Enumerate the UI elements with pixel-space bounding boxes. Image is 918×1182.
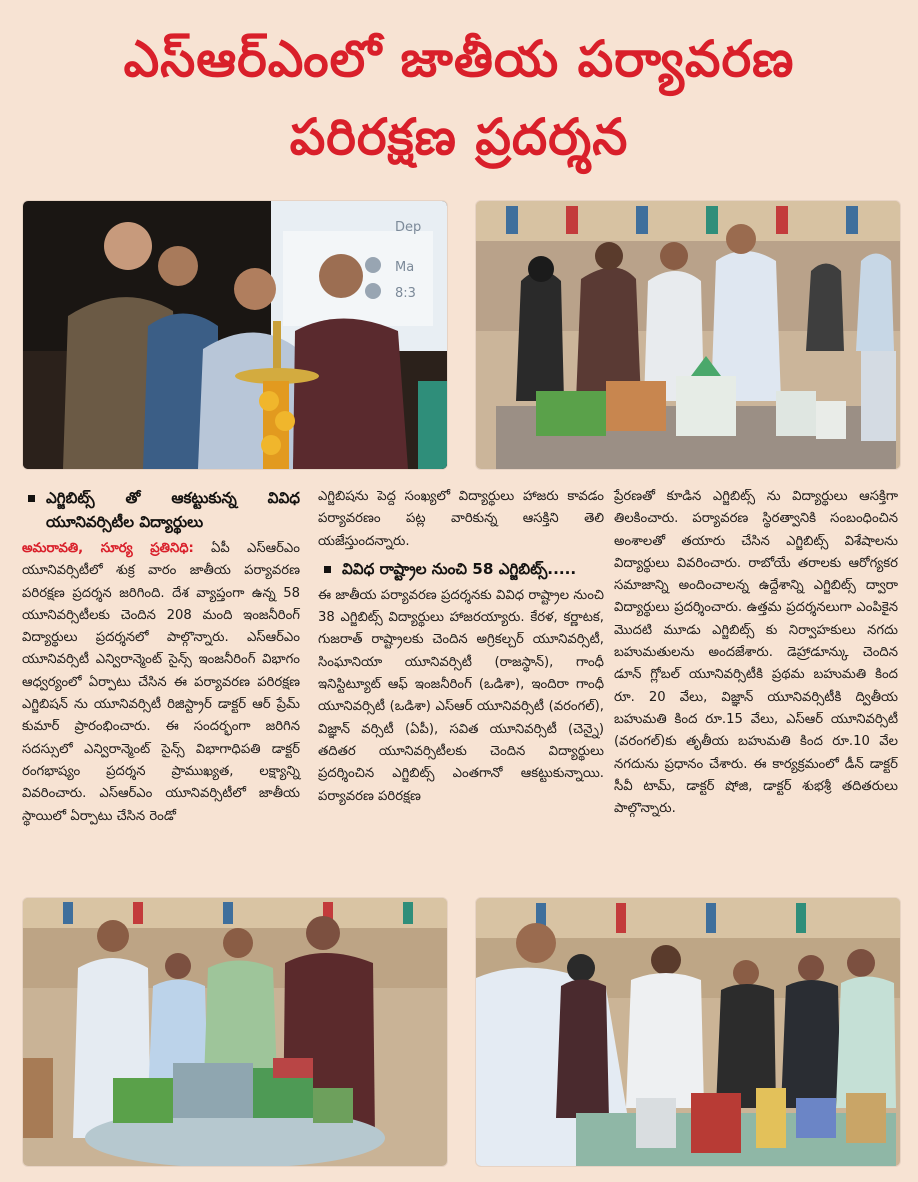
- subheading-58-exhibits: వివిధ రాష్ట్రాల నుంచి 58 ఎగ్జిబిట్స్.....: [318, 557, 604, 581]
- bullet-icon: [28, 495, 35, 502]
- article-column-1: [22, 486, 300, 828]
- slide-text-3: 8:3: [395, 286, 416, 301]
- photo-group-exhibit: [22, 897, 448, 1167]
- photo-lamp-lighting: [22, 200, 448, 470]
- headline-line-2: పరిరక్షణ ప్రదర్శన: [289, 108, 629, 166]
- dateline: అమరావతి, సూర్య ప్రతినిధి:: [22, 541, 194, 556]
- article-column-2: [318, 486, 604, 808]
- subheading-exhibits-universities: ఎగ్జిబిట్స్ తో ఆకట్టుకున్న వివిధ యూనివర్సిటీల విద్యార్థులు: [22, 486, 300, 534]
- slide-text-1: Dep: [395, 220, 422, 235]
- headline: [0, 0, 918, 190]
- photo-explaining-model: [475, 897, 901, 1167]
- article-paragraph-1: అమరావతి, సూర్య ప్రతినిధి: ఏపీ ఎస్ఆర్ఎం యూనివర్సిటీలో శుక్ర వారం జాతీయ పర్యావరణ పరిరక్షణ ప్రదర్శన జరిగింది. దేశ వ్యాప్తంగా ఉన్న 58 యూనివర్సిటీలకు చెందిన 208 మంది ఇంజనీరింగ్ విద్యార్థులు ప్రదర్శనలో పాల్గొన్నారు. ఎస్ఆర్ఎం యూనివర్సిటీ ఎన్విరాన్మెంట్ సైన్స్ ఇంజనీరింగ్ విభాగం ఆధ్వర్యంలో ఏర్పాటు చేసిన ఈ పర్యావరణ పరిరక్షణ ఎగ్జిబిషన్ ను యూనివర్సిటీ రిజిస్ట్రార్ డాక్టర్ ఆర్ ప్రేమ్ కుమార్ ప్రారంభించారు. ఈ సందర్భంగా జరిగిన సదస్సులో ఎన్విరాన్మెంట్ సైన్స్ విభాగాధిపతి డాక్టర్ రంగభాష్యం ప్రదర్శన ప్రాముఖ్యత, లక్ష్యాన్ని వివరించారు. ఎస్ఆర్ఎం యూనివర్సిటీలో జాతీయ స్థాయిలో ఏర్పాటు చేసిన రెండో: [22, 541, 300, 824]
- photo-exhibit-hall: [475, 200, 901, 470]
- article-column-3: [614, 486, 898, 820]
- article-paragraph-2: ఎగ్జిబిషను పెద్ద సంఖ్యలో విద్యార్థులు హాజరు కావడం పర్యావరణం పట్ల వారికున్న ఆసక్తిని తెలి యజేస్తుందన్నారు.: [318, 489, 604, 549]
- bullet-icon: [324, 566, 331, 573]
- article-paragraph-3: ఈ జాతీయ పర్యావరణ ప్రదర్శనకు వివిధ రాష్ట్రాల నుంచి 38 ఎగ్జిబిట్స్ విద్యార్థులు హాజరయ్యారు. కేరళ, కర్ణాటక, గుజరాత్ రాష్ట్రాలకు చెందిన అగ్రికల్చర్ యూనివర్సిటీ, సింఘానియా యూనివర్సిటీ (రాజస్థాన్), గాంధీ ఇనిస్టిట్యూట్ ఆఫ్ ఇంజనీరింగ్ (ఒడిశా), ఇందిరా గాంధీ యూనివర్సిటీ (ఒడిశా) ఎస్ఆర్ యూనివర్సిటీ (వరంగల్), విజ్ఞాన్ వర్సిటీ (ఏపీ), సవిత యూనివర్సిటీ (చెన్నై) తదితర యూనివర్సిటీలకు చెందిన విద్యార్థులు ప్రదర్శించిన ఎగ్జిబిట్స్ ఎంతగానో ఆకట్టుకున్నాయి. పర్యావరణ పరిరక్షణ: [318, 587, 604, 804]
- article-paragraph-4: ప్రేరణతో కూడిన ఎగ్జిబిట్స్ ను విద్యార్థులు ఆసక్తిగా తిలకించారు. పర్యావరణ స్థిరత్వానికి సంబంధించిన అంశాలతో తయారు చేసిన ఎగ్జిబిట్స్ విశేషాలను విద్యార్థులు వివరించారు. రాబోయే తరాలకు ఆరోగ్యకర సమాజాన్ని అందించాలన్న ఉద్దేశాన్ని ఎగ్జిబిట్స్ ద్వారా విద్యార్థులు ప్రదర్శించారు. ఉత్తమ ప్రదర్శనలుగా ఎంపికైన మొదటి మూడు ఎగ్జిబిట్స్ కు నిర్వాహకులు నగదు బహుమతులను అందజేశారు. డెహ్రాడూన్కు చెందిన డూన్ గ్లోబల్ యూనివర్సిటీకి ప్రథమ బహుమతి కింద రూ. 20 వేలు, విజ్ఞాన్ యూనివర్సిటీకి ద్వితీయ బహుమతి కింద రూ.15 వేలు, ఎస్ఆర్ యూనివర్సిటీ (వరంగల్)కు తృతీయ బహుమతి కింద రూ.10 వేల నగదును ప్రధానం చేశారు. ఈ కార్యక్రమంలో డీన్ డాక్టర్ సీవీ టామ్, డాక్టర్ షోజి, డాక్టర్ శుభశ్రీ తదితరులు పాల్గొన్నారు.: [614, 489, 898, 817]
- slide-text-2: Ma: [395, 260, 415, 275]
- headline-line-1: ఎస్ఆర్ఎంలో జాతీయ పర్యావరణ: [123, 30, 795, 88]
